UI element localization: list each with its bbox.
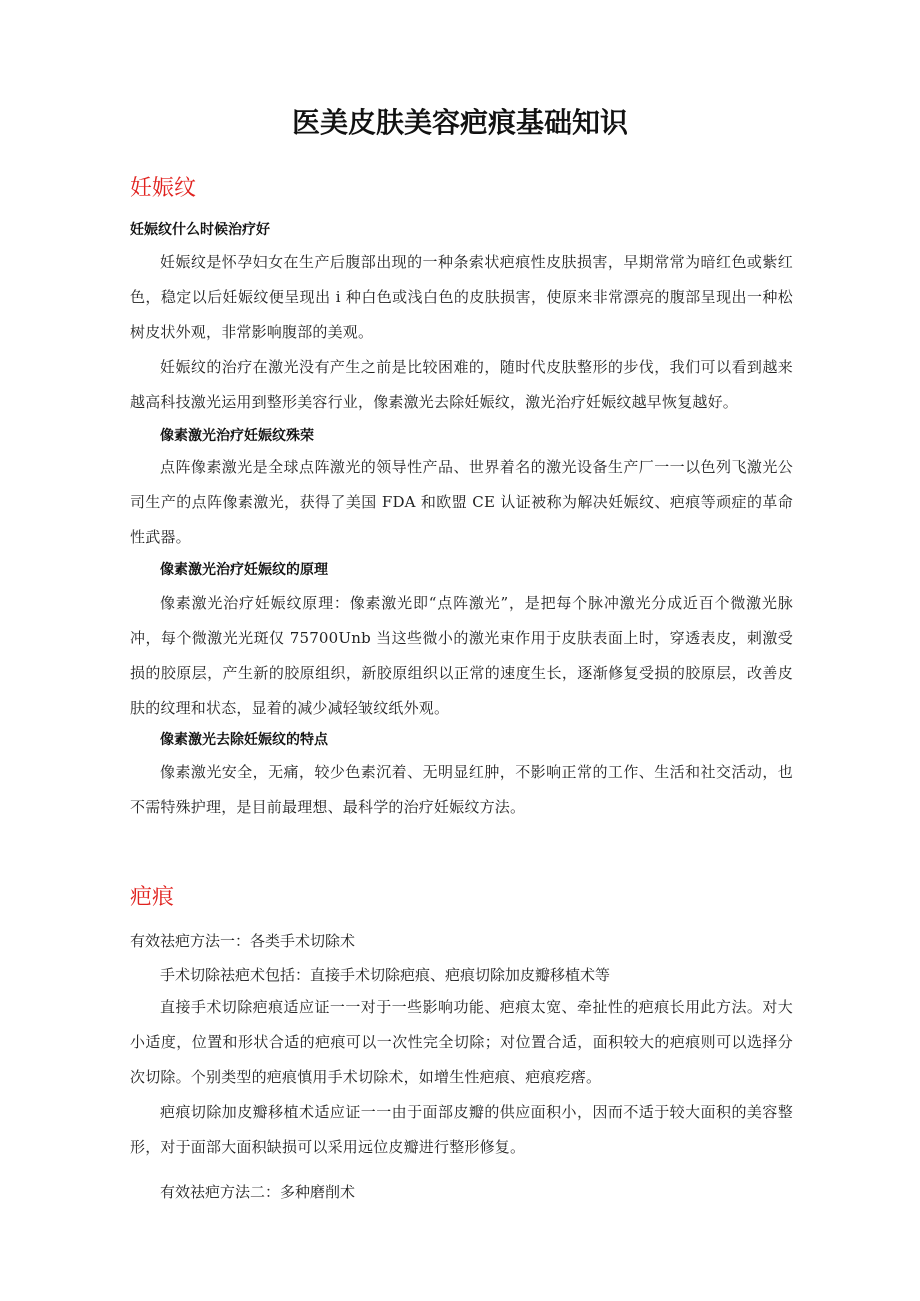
paragraph-pixel-laser-principle: 像素激光治疗妊娠纹原理：像素激光即“点阵激光”，是把每个脉冲激光分成近百个微激光脉冲，每个微激光光斑仅 75700Unb 当这些微小的激光束作用于皮肤表面上时，穿透表皮，刺激受损的胶原层，产生新的胶原组织，新胶原组织以正常的速度生长，逐渐修复受损的胶原层，改善皮肤的纹理和状态，显着的减少减轻皱纹纸外观。 <box>130 594 793 717</box>
paragraph-pixel-laser-honor: 点阵像素激光是全球点阵激光的领导性产品、世界着名的激光设备生产厂一一以色列飞激光公司生产的点阵像素激光，获得了美国 FDA 和欧盟 CE 认证被称为解决妊娠纹、疤痕等顽症的革命性武器。 <box>130 458 793 546</box>
subheading-pixel-laser-honor: 像素激光治疗妊娠纹殊荣 <box>160 428 314 444</box>
subheading-pixel-laser-principle: 像素激光治疗妊娠纹的原理 <box>160 562 328 578</box>
paragraph-stretch-marks-description: 妊娠纹是怀孕妇女在生产后腹部出现的一种条索状疤痕性皮肤损害，早期常常为暗红色或紫红色，稳定以后妊娠纹便呈现出 i 种白色或浅白色的皮肤损害，使原来非常漂亮的腹部呈现出一种松树皮状外观，非常影响腹部的美观。 <box>130 253 793 341</box>
paragraph-laser-treatment-intro: 妊娠纹的治疗在激光没有产生之前是比较困难的，随时代皮肤整形的步伐，我们可以看到越来越高科技激光运用到整形美容行业，像素激光去除妊娠纹，激光治疗妊娠纹越早恢复越好。 <box>130 358 793 411</box>
scar-method-one-title: 有效祛疤方法一：各类手术切除术 <box>130 932 356 950</box>
section-heading-scars: 疤痕 <box>130 885 175 910</box>
paragraph-direct-excision: 直接手术切除疤痕适应证一一对于一些影响功能、疤痕太宽、牵扯性的疤痕长用此方法。对大小适度，位置和形状合适的疤痕可以一次性完全切除；对位置合适，面积较大的疤痕则可以选择分次切除。个别类型的疤痕慎用手术切除术，如增生性疤痕、疤痕疙瘩。 <box>130 998 793 1086</box>
paragraph-excision-flap-graft: 疤痕切除加皮瓣移植术适应证一一由于面部皮瓣的供应面积小，因而不适于较大面积的美容整形，对于面部大面积缺损可以采用远位皮瓣进行整形修复。 <box>130 1103 793 1156</box>
scar-method-two-title: 有效祛疤方法二：多种磨削术 <box>160 1183 356 1201</box>
subheading-when-to-treat: 妊娠纹什么时候治疗好 <box>130 222 270 238</box>
subheading-pixel-laser-features: 像素激光去除妊娠纹的特点 <box>160 732 328 748</box>
scar-method-one-intro: 手术切除祛疤术包括：直接手术切除疤痕、疤痕切除加皮瓣移植术等 <box>160 966 611 984</box>
paragraph-pixel-laser-features: 像素激光安全，无痛，较少色素沉着、无明显红肿，不影响正常的工作、生活和社交活动，也不需特殊护理，是目前最理想、最科学的治疗妊娠纹方法。 <box>130 763 793 816</box>
document-title: 医美皮肤美容疤痕基础知识 <box>291 106 628 139</box>
section-heading-stretch-marks: 妊娠纹 <box>130 176 197 201</box>
